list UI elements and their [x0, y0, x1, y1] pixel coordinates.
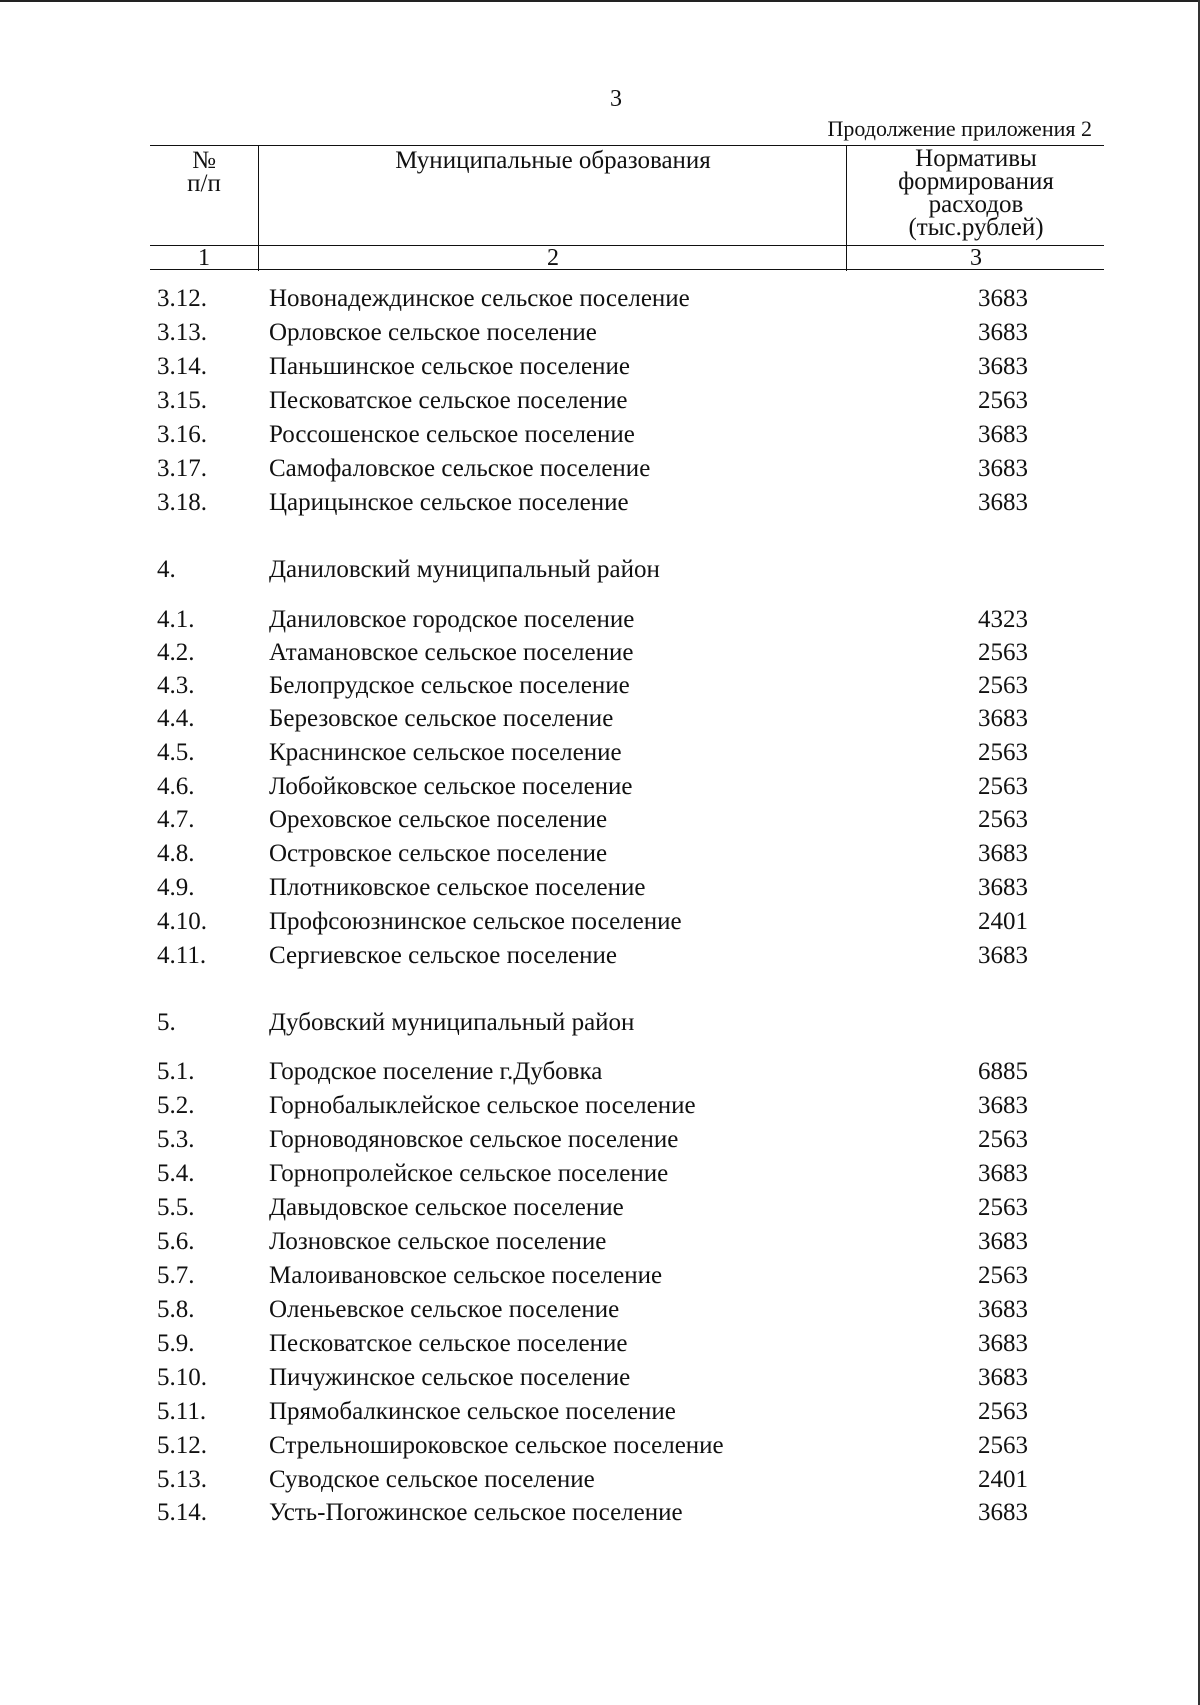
row-number: 5.2. — [157, 1092, 195, 1119]
row-name: Давыдовское сельское поселение — [269, 1194, 624, 1221]
row-name: Песковатское сельское поселение — [269, 387, 628, 414]
row-number: 4.5. — [157, 739, 195, 766]
table-row — [0, 1260, 1200, 1292]
row-number: 5.6. — [157, 1228, 195, 1255]
row-name: Островское сельское поселение — [269, 840, 608, 867]
row-number: 4.9. — [157, 874, 195, 901]
row-name: Орловское сельское поселение — [269, 319, 597, 346]
table-row — [0, 317, 1200, 349]
row-value: 3683 — [978, 455, 1028, 482]
row-number: 4.10. — [157, 908, 207, 935]
header-col-value-line2: формирования — [898, 168, 1054, 195]
header-col-value-line1: Нормативы — [915, 145, 1037, 172]
table-row — [0, 1362, 1200, 1394]
table-row — [0, 906, 1200, 938]
table-row — [0, 351, 1200, 383]
row-name: Горноводяновское сельское поселение — [269, 1126, 679, 1153]
row-number: 5. — [157, 1009, 176, 1036]
row-number: 3.16. — [157, 421, 207, 448]
table-row — [0, 872, 1200, 904]
header-colnum-3: 3 — [970, 245, 982, 271]
row-number: 5.10. — [157, 1364, 207, 1391]
row-value: 2563 — [978, 639, 1028, 666]
row-value: 2563 — [978, 806, 1028, 833]
row-number: 4.3. — [157, 672, 195, 699]
row-number: 5.4. — [157, 1160, 195, 1187]
row-number: 3.15. — [157, 387, 207, 414]
row-value: 6885 — [978, 1058, 1028, 1085]
row-name: Даниловский муниципальный район — [269, 556, 660, 583]
row-name: Суводское сельское поселение — [269, 1466, 595, 1493]
table-row — [0, 1328, 1200, 1360]
row-value: 2563 — [978, 1194, 1028, 1221]
row-name: Профсоюзнинское сельское поселение — [269, 908, 682, 935]
header-divider-2 — [846, 145, 847, 271]
row-number: 5.14. — [157, 1499, 207, 1526]
table-row — [0, 1464, 1200, 1496]
table-row — [0, 283, 1200, 315]
row-value: 3683 — [978, 421, 1028, 448]
header-col-value-line4: (тыс.рублей) — [908, 214, 1044, 241]
row-value: 2563 — [978, 1126, 1028, 1153]
row-number: 4.4. — [157, 705, 195, 732]
row-number: 3.17. — [157, 455, 207, 482]
row-number: 4.7. — [157, 806, 195, 833]
table-row — [0, 771, 1200, 803]
row-value: 4323 — [978, 606, 1028, 633]
row-name: Лозновское сельское поселение — [269, 1228, 607, 1255]
row-value: 2563 — [978, 387, 1028, 414]
table-row — [0, 604, 1200, 636]
row-number: 5.12. — [157, 1432, 207, 1459]
row-number: 5.9. — [157, 1330, 195, 1357]
row-number: 4. — [157, 556, 176, 583]
header-bottom-rule — [150, 269, 1104, 270]
row-value: 3683 — [978, 874, 1028, 901]
row-number: 4.6. — [157, 773, 195, 800]
row-value: 3683 — [978, 319, 1028, 346]
row-name: Атамановское сельское поселение — [269, 639, 634, 666]
continuation-note: Продолжение приложения 2 — [827, 116, 1092, 141]
header-col-value — [848, 147, 1104, 239]
table-row — [0, 419, 1200, 451]
row-value: 3683 — [978, 942, 1028, 969]
table-row — [0, 1158, 1200, 1190]
row-value: 3683 — [978, 353, 1028, 380]
table-row — [0, 1124, 1200, 1156]
row-value: 2401 — [978, 1466, 1028, 1493]
header-col-name: Муниципальные образования — [395, 147, 711, 174]
section-heading-row — [0, 1007, 1200, 1039]
table-header — [150, 145, 1104, 271]
table-row — [0, 1226, 1200, 1258]
table-row — [0, 637, 1200, 669]
row-name: Дубовский муниципальный район — [269, 1009, 635, 1036]
header-col-number — [150, 149, 258, 195]
row-number: 3.12. — [157, 285, 207, 312]
row-name: Стрельноширoковское сельское поселение — [269, 1432, 724, 1459]
row-number: 4.2. — [157, 639, 195, 666]
row-value: 3683 — [978, 489, 1028, 516]
table-row — [0, 670, 1200, 702]
table-row — [0, 1294, 1200, 1326]
row-name: Краснинское сельское поселение — [269, 739, 622, 766]
table-row — [0, 453, 1200, 485]
table-row — [0, 804, 1200, 836]
header-colnum-1: 1 — [198, 245, 210, 271]
row-number: 4.1. — [157, 606, 195, 633]
row-number: 5.8. — [157, 1296, 195, 1323]
row-name: Песковатское сельское поселение — [269, 1330, 628, 1357]
row-number: 5.13. — [157, 1466, 207, 1493]
row-number: 5.3. — [157, 1126, 195, 1153]
row-number: 5.5. — [157, 1194, 195, 1221]
row-number: 3.14. — [157, 353, 207, 380]
scan-border-top — [0, 0, 1200, 2]
row-value: 3683 — [978, 285, 1028, 312]
row-value: 2563 — [978, 1262, 1028, 1289]
row-number: 3.18. — [157, 489, 207, 516]
row-name: Плотниковское сельское поселение — [269, 874, 646, 901]
row-name: Усть-Погожинское сельское поселение — [269, 1499, 683, 1526]
row-value: 3683 — [978, 1330, 1028, 1357]
row-name: Самофаловское сельское поселение — [269, 455, 651, 482]
table-row — [0, 838, 1200, 870]
row-value: 2563 — [978, 672, 1028, 699]
table-row — [0, 1396, 1200, 1428]
row-value: 3683 — [978, 1364, 1028, 1391]
row-name: Сергиевское сельское поселение — [269, 942, 618, 969]
table-row — [0, 1192, 1200, 1224]
row-value: 3683 — [978, 1499, 1028, 1526]
row-value: 2563 — [978, 1398, 1028, 1425]
row-name: Паньшинское сельское поселение — [269, 353, 630, 380]
header-mid-rule — [150, 245, 1104, 246]
row-value: 3683 — [978, 840, 1028, 867]
row-name: Царицынское сельское поселение — [269, 489, 629, 516]
row-number: 4.8. — [157, 840, 195, 867]
row-name: Березовское сельское поселение — [269, 705, 614, 732]
row-value: 2401 — [978, 908, 1028, 935]
row-name: Белопрудское сельское поселение — [269, 672, 630, 699]
row-name: Россошенское сельское поселение — [269, 421, 635, 448]
row-name: Новонадеждинское сельское поселение — [269, 285, 690, 312]
row-name: Лобойковское сельское поселение — [269, 773, 633, 800]
table-row — [0, 1497, 1200, 1529]
row-name: Горнобалыклейское сельское поселение — [269, 1092, 696, 1119]
table-row — [0, 1090, 1200, 1122]
row-value: 2563 — [978, 773, 1028, 800]
table-row — [0, 737, 1200, 769]
header-divider-1 — [258, 145, 259, 271]
table-row — [0, 1430, 1200, 1462]
row-name: Горнопролейское сельское поселение — [269, 1160, 669, 1187]
table-row — [0, 940, 1200, 972]
table-row — [0, 385, 1200, 417]
row-number: 3.13. — [157, 319, 207, 346]
header-col-value-line3: расходов — [928, 191, 1024, 218]
row-value: 3683 — [978, 1228, 1028, 1255]
table-row — [0, 487, 1200, 519]
row-value: 3683 — [978, 1092, 1028, 1119]
header-colnum-2: 2 — [547, 245, 559, 271]
row-number: 5.1. — [157, 1058, 195, 1085]
row-value: 3683 — [978, 705, 1028, 732]
section-heading-row — [0, 554, 1200, 586]
page-number: 3 — [610, 86, 622, 112]
row-value: 2563 — [978, 1432, 1028, 1459]
row-value: 3683 — [978, 1160, 1028, 1187]
row-name: Оленьевское сельское поселение — [269, 1296, 620, 1323]
row-number: 5.7. — [157, 1262, 195, 1289]
row-name: Даниловское городское поселение — [269, 606, 635, 633]
table-row — [0, 1056, 1200, 1088]
row-value: 2563 — [978, 739, 1028, 766]
row-value: 3683 — [978, 1296, 1028, 1323]
row-number: 5.11. — [157, 1398, 207, 1425]
header-col-number-line1: № — [192, 147, 216, 174]
table-row — [0, 703, 1200, 735]
row-name: Ореховское сельское поселение — [269, 806, 608, 833]
row-name: Пичужинское сельское поселение — [269, 1364, 631, 1391]
row-name: Городское поселение г.Дубовка — [269, 1058, 603, 1085]
header-col-number-line2: п/п — [187, 170, 221, 197]
row-name: Прямобалкинское сельское поселение — [269, 1398, 676, 1425]
row-name: Малоивановское сельское поселение — [269, 1262, 663, 1289]
row-number: 4.11. — [157, 942, 207, 969]
